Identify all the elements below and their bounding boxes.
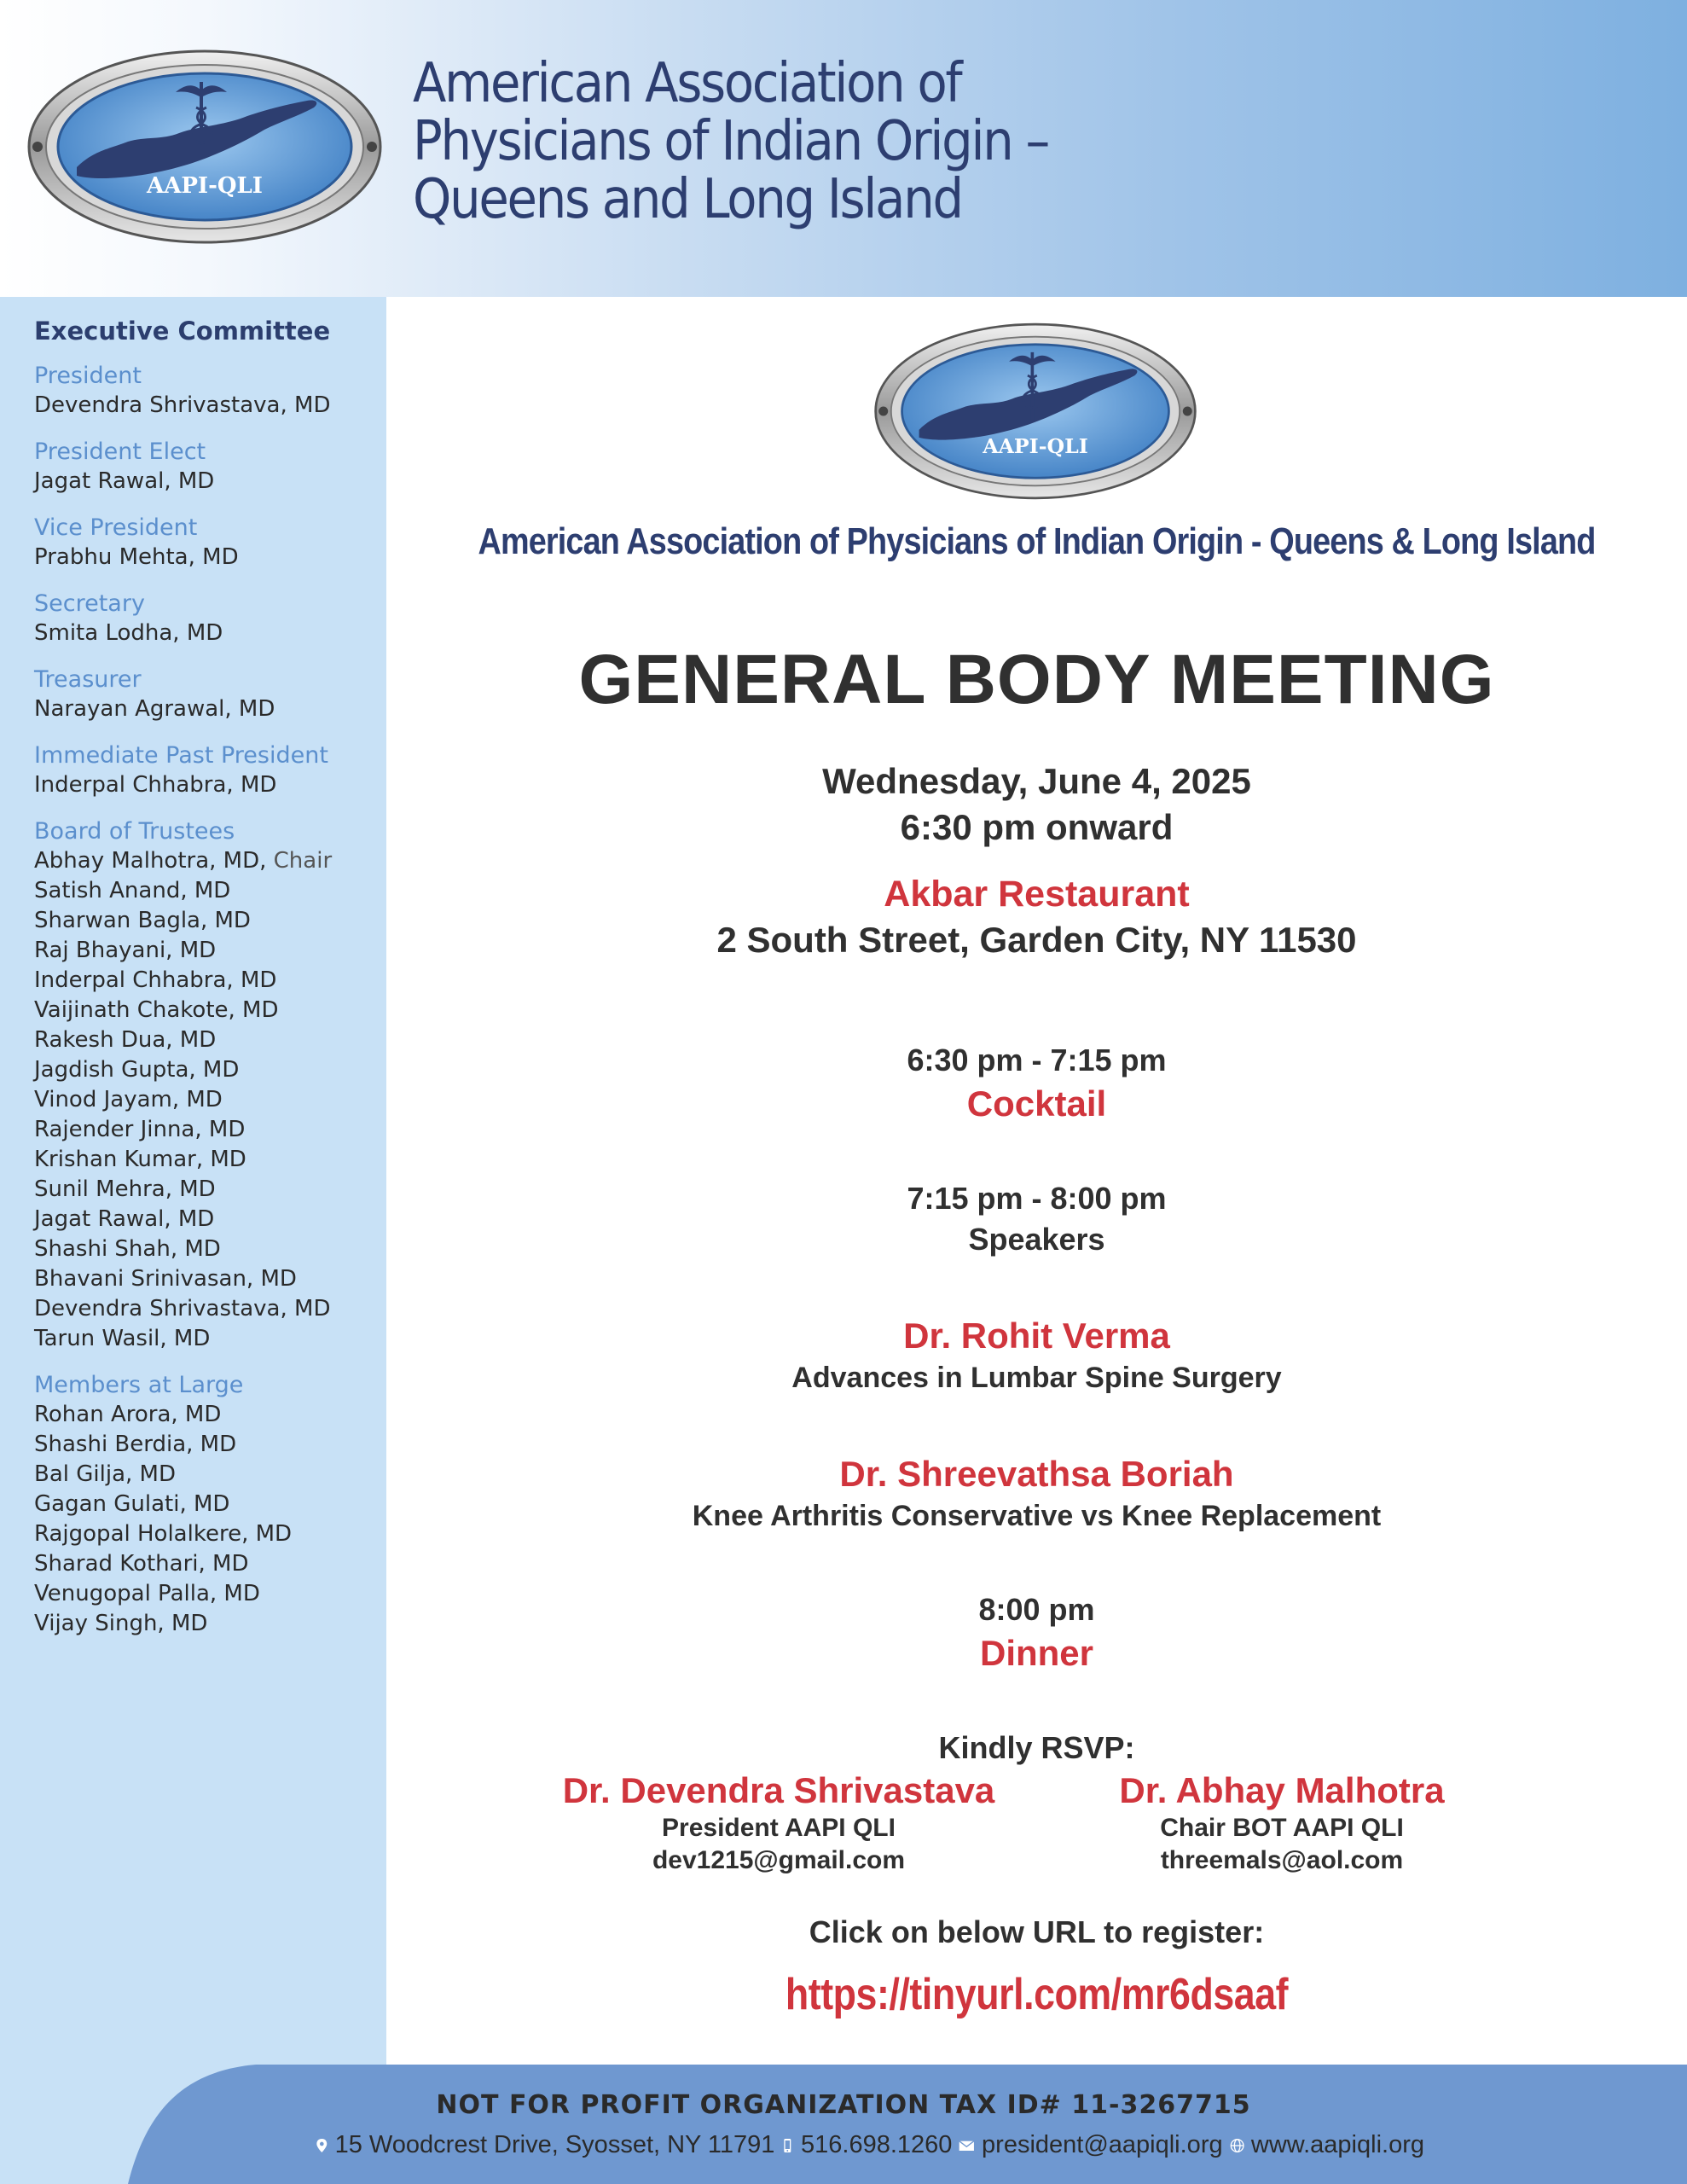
schedule-label: Speakers (968, 1222, 1105, 1257)
trustee-name: Vaijinath Chakote, MD (34, 997, 279, 1023)
meeting-title: GENERAL BODY MEETING (578, 641, 1495, 718)
member-name: Venugopal Palla, MD (34, 1581, 260, 1606)
chair-suffix: Chair (266, 848, 333, 874)
footer-address: 15 Woodcrest Drive, Syosset, NY 11791 (334, 2131, 775, 2158)
officer-role: Secretary (34, 590, 145, 617)
trustee-name: Inderpal Chhabra, MD (34, 967, 277, 993)
rsvp-contact (1069, 1769, 1495, 1877)
executive-committee-list (34, 316, 375, 1656)
svg-text:AAPI-QLI: AAPI-QLI (983, 434, 1088, 459)
trustee-name: Raj Bhayani, MD (34, 938, 217, 963)
officer-name: Prabhu Mehta, MD (34, 544, 239, 570)
trustee-name: Bhavani Srinivasan, MD (34, 1266, 297, 1292)
phone-icon (781, 2135, 794, 2157)
trustees-label: Board of Trustees (34, 818, 235, 845)
footer-phone[interactable]: 516.698.1260 (801, 2131, 953, 2158)
member-name: Vijay Singh, MD (34, 1611, 208, 1636)
officer-entry (34, 438, 375, 497)
header-title (413, 52, 1180, 231)
trustee-name: Rakesh Dua, MD (34, 1027, 217, 1053)
svg-text:AAPI-QLI: AAPI-QLI (147, 173, 263, 199)
officer-entry (34, 665, 375, 724)
board-of-trustees (34, 817, 375, 1354)
rsvp-label: Kindly RSVP: (938, 1730, 1135, 1765)
meeting-date: Wednesday, June 4, 2025 (822, 761, 1251, 801)
trustee-name: Rajender Jinna, MD (34, 1117, 246, 1142)
organization-name: American Association of Physicians of Indian Origin - Queens & Long Island (478, 520, 1596, 562)
trustee-name: Vinod Jayam, MD (34, 1087, 223, 1112)
footer-website[interactable]: www.aapiqli.org (1250, 2131, 1424, 2158)
footer-band (0, 2065, 1687, 2184)
sidebar (0, 297, 386, 2184)
officer-name: Smita Lodha, MD (34, 620, 223, 646)
logo-emblem (872, 321, 1198, 502)
trustee-name: Jagat Rawal, MD (34, 1206, 215, 1232)
member-name: Sharad Kothari, MD (34, 1551, 249, 1577)
officer-name: Narayan Agrawal, MD (34, 696, 275, 722)
location-pin-icon (316, 2135, 328, 2157)
speaker-name: Dr. Rohit Verma (903, 1316, 1170, 1356)
trustee-name: Krishan Kumar, MD (34, 1147, 246, 1172)
trustee-name: Shashi Shah, MD (34, 1236, 221, 1262)
trustee-name: Sharwan Bagla, MD (34, 908, 251, 933)
trustee-name: Sunil Mehra, MD (34, 1176, 216, 1202)
officer-name: Devendra Shrivastava, MD (34, 392, 331, 418)
venue-name: Akbar Restaurant (884, 874, 1190, 915)
venue-address: 2 South Street, Garden City, NY 11530 (716, 920, 1357, 960)
officer-name: Inderpal Chhabra, MD (34, 772, 277, 798)
officer-entry (34, 741, 375, 800)
members-at-large (34, 1371, 375, 1639)
officer-entry (34, 362, 375, 421)
footer-contact-line (316, 2131, 1424, 2159)
contact-name: Dr. Abhay Malhotra (1119, 1770, 1445, 1810)
contact-name: Dr. Devendra Shrivastava (562, 1770, 995, 1810)
officer-role: Vice President (34, 514, 198, 541)
header-title-line: Physicians of Indian Origin – (413, 110, 1049, 173)
contact-email[interactable]: threemals@aol.com (1160, 1846, 1404, 1874)
tax-id-line: NOT FOR PROFIT ORGANIZATION TAX ID# 11-3267715 (436, 2090, 1251, 2120)
officer-role: Treasurer (34, 666, 142, 693)
trustee-name: Jagdish Gupta, MD (34, 1057, 240, 1083)
officer-role: President (34, 363, 142, 389)
member-name: Rohan Arora, MD (34, 1402, 222, 1427)
speaker-topic: Advances in Lumbar Spine Surgery (791, 1362, 1282, 1394)
register-url-link[interactable]: https://tinyurl.com/mr6dsaaf (785, 1970, 1289, 2019)
member-name: Rajgopal Holalkere, MD (34, 1521, 293, 1547)
member-name: Bal Gilja, MD (34, 1461, 176, 1487)
header-title-line: American Association of (413, 52, 961, 115)
officer-role: Immediate Past President (34, 742, 328, 769)
aapi-qli-logo (26, 48, 384, 246)
schedule-label: Cocktail (966, 1083, 1107, 1124)
header-banner (0, 0, 1687, 297)
trustee-chair: Abhay Malhotra, MD, (34, 848, 267, 874)
trustee-chair-name (34, 846, 375, 876)
logo-emblem (26, 48, 384, 246)
contact-title: President AAPI QLI (662, 1814, 896, 1842)
trustee-name: Satish Anand, MD (34, 878, 231, 903)
trustee-name: Tarun Wasil, MD (34, 1326, 211, 1351)
executive-committee-heading: Executive Committee (34, 317, 331, 346)
schedule-time: 6:30 pm - 7:15 pm (907, 1043, 1167, 1077)
globe-icon (1230, 2135, 1244, 2157)
meeting-time: 6:30 pm onward (900, 807, 1174, 847)
register-label: Click on below URL to register: (809, 1914, 1265, 1949)
officer-name: Jagat Rawal, MD (34, 468, 215, 494)
footer (0, 2065, 1687, 2184)
header-title-line: Queens and Long Island (413, 168, 962, 231)
officer-entry (34, 514, 375, 572)
dinner-label: Dinner (979, 1633, 1093, 1673)
speaker-topic: Knee Arthritis Conservative vs Knee Replacement (692, 1500, 1382, 1532)
rsvp-contact (523, 1769, 1035, 1877)
speaker-name: Dr. Shreevathsa Boriah (839, 1454, 1234, 1494)
contact-email[interactable]: dev1215@gmail.com (652, 1846, 906, 1874)
footer-email[interactable]: president@aapiqli.org (982, 2131, 1223, 2158)
member-name: Gagan Gulati, MD (34, 1491, 230, 1517)
envelope-icon (959, 2135, 975, 2157)
trustee-name: Devendra Shrivastava, MD (34, 1296, 331, 1321)
main-logo (872, 321, 1198, 502)
officer-entry (34, 590, 375, 648)
member-name: Shashi Berdia, MD (34, 1432, 237, 1457)
contact-title: Chair BOT AAPI QLI (1160, 1814, 1404, 1842)
officer-role: President Elect (34, 439, 206, 465)
members-label: Members at Large (34, 1372, 244, 1398)
dinner-time: 8:00 pm (978, 1592, 1095, 1627)
schedule-time: 7:15 pm - 8:00 pm (907, 1181, 1167, 1216)
